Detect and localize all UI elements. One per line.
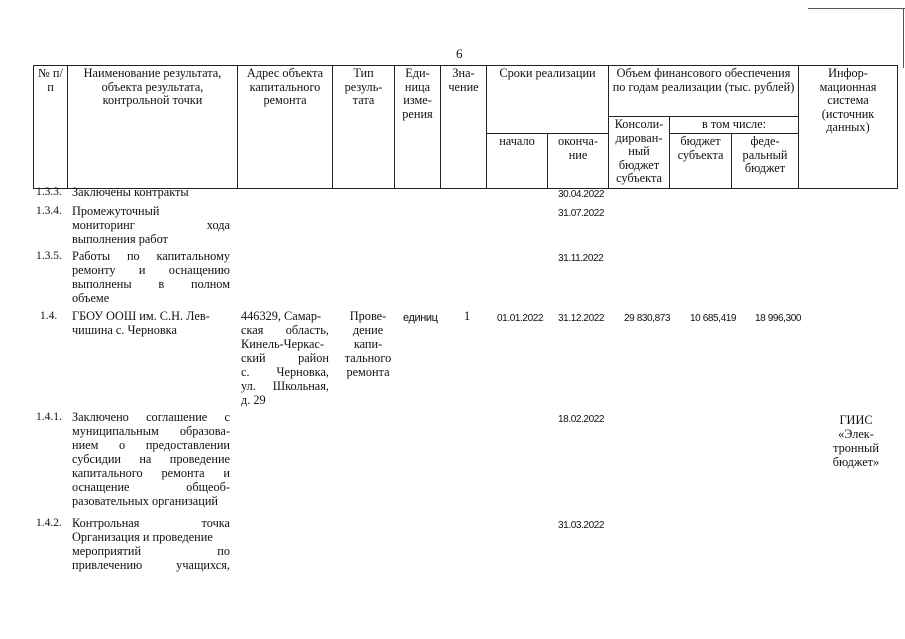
- row-number: 1.4.1.: [36, 411, 62, 423]
- header-name: Наименование результата, объекта результата, контрольной точки: [68, 66, 238, 189]
- address-line: 446329, Самар-: [241, 309, 322, 323]
- header-consolidated: Консоли-дирован-ный бюджет субъекта: [609, 117, 670, 189]
- row-name-line: мероприятий по: [72, 544, 230, 558]
- row-name-line: чишина с. Черновка: [72, 323, 177, 337]
- row-end-date: 30.04.2022: [558, 189, 605, 200]
- header-including: в том числе:: [670, 117, 799, 134]
- row-name-line: оснащение общеоб-: [72, 480, 230, 494]
- header-value: Зна-чение: [441, 66, 487, 189]
- row-name-line: выполнены в полном: [72, 277, 230, 291]
- row-end-date: 31.12.2022: [558, 313, 605, 324]
- info-system-line: ГИИС: [839, 413, 873, 427]
- type-line: Прове-: [349, 309, 387, 323]
- row-name-line: Организация и проведение: [72, 530, 213, 544]
- address-line: д. 29: [241, 393, 266, 407]
- type-line: ремонта: [346, 365, 390, 379]
- start-date: 01.01.2022: [497, 313, 544, 324]
- row-end-date: 31.03.2022: [558, 520, 605, 531]
- info-system-line: «Элек-: [838, 427, 874, 441]
- row-name-line: выполнения работ: [72, 232, 168, 246]
- row-name-line: нием о предоставлении: [72, 438, 230, 452]
- consolidated-budget-value: 29 830,873: [624, 313, 671, 324]
- row-name-line: Промежуточный: [72, 204, 160, 218]
- row-name-line: Работы по капитальному: [72, 249, 230, 263]
- type-line: тального: [344, 351, 392, 365]
- type-line: капи-: [353, 337, 383, 351]
- header-unit: Еди-ница изме-рения: [395, 66, 441, 189]
- info-system-line: тронный: [833, 441, 879, 455]
- type-line: дение: [352, 323, 384, 337]
- row-name-line: муниципальным образова-: [72, 424, 230, 438]
- row-end-date: 31.11.2022: [558, 253, 604, 264]
- row-name-line: Заключены контракты: [72, 185, 189, 199]
- row-name-line: ГБОУ ООШ им. С.Н. Лев-: [72, 309, 210, 323]
- row-name-line: капитального ремонта и: [72, 466, 230, 480]
- row-end-date: 31.07.2022: [558, 208, 605, 219]
- subject-budget-value: 10 685,419: [690, 313, 737, 324]
- row-number: 1.3.3.: [36, 186, 62, 198]
- row-name-line: мониторинг ходa: [72, 218, 230, 232]
- row-name-line: Заключено соглашение с: [72, 410, 230, 424]
- header-end: оконча-ние: [548, 134, 609, 189]
- address-line: ул. Школьная,: [241, 379, 329, 393]
- header-federal-budget: феде-ральный бюджет: [732, 134, 799, 189]
- row-end-date: 18.02.2022: [558, 414, 605, 425]
- quantity-value: 1: [464, 309, 471, 323]
- unit-value: единиц: [403, 312, 438, 324]
- header-num: № п/п: [34, 66, 68, 189]
- header-terms: Сроки реализации: [487, 66, 609, 134]
- header-info: Инфор-мационная система (источник данных): [799, 66, 898, 189]
- header-finance: Объем финансового обеспечения по годам реализации (тыс. рублей): [609, 66, 799, 117]
- page-number: 6: [456, 46, 463, 61]
- header-start: начало: [487, 134, 548, 189]
- row-number: 1.4.2.: [36, 517, 62, 529]
- address-line: с. Черновка,: [241, 365, 329, 379]
- row-number: 1.4.: [40, 310, 58, 322]
- address-line: Кинель-Черкас-: [241, 337, 325, 351]
- row-name-line: разовательных организаций: [72, 494, 218, 508]
- header-type: Тип резуль-тата: [333, 66, 395, 189]
- row-name-line: субсидии на проведение: [72, 452, 230, 466]
- row-name-line: ремонту и оснащению: [72, 263, 230, 277]
- row-number: 1.3.4.: [36, 205, 62, 217]
- row-number: 1.3.5.: [36, 250, 62, 262]
- row-name-line: Контрольная точка: [72, 516, 230, 530]
- header-subject-budget: бюджет субъекта: [670, 134, 732, 189]
- federal-budget-value: 18 996,300: [755, 313, 802, 324]
- address-line: ская область,: [241, 323, 329, 337]
- row-name-line: объеме: [72, 291, 110, 305]
- address-line: ский район: [241, 351, 329, 365]
- row-name-line: привлечению учащихся,: [72, 558, 230, 572]
- info-system-line: бюджет»: [832, 455, 880, 469]
- header-address: Адрес объекта капитального ремонта: [238, 66, 333, 189]
